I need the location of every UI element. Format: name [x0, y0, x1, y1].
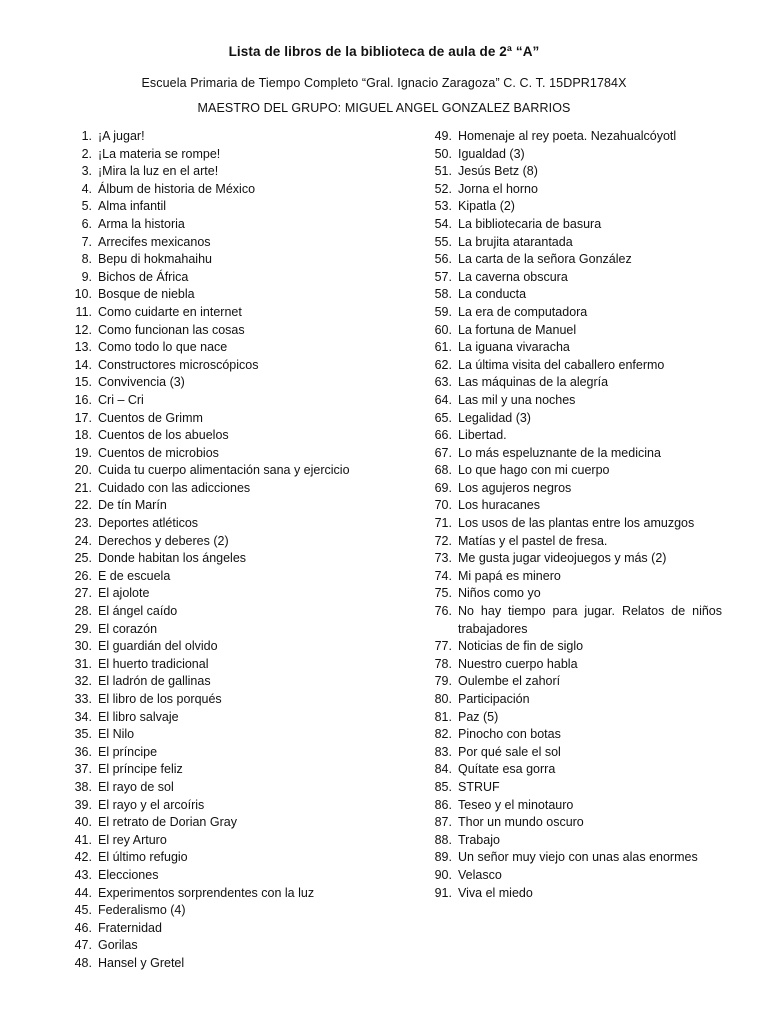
book-title: Donde habitan los ángeles	[98, 551, 247, 566]
book-list-item	[62, 146, 362, 164]
book-number: 49.	[434, 129, 452, 143]
book-list-item	[62, 920, 362, 938]
book-title: El guardián del olvido	[98, 639, 218, 654]
book-list-item	[62, 550, 362, 568]
book-title: Participación	[458, 692, 530, 706]
book-list-item	[422, 198, 722, 216]
book-list-item	[62, 374, 362, 392]
book-list-item	[422, 885, 722, 903]
book-list-item	[62, 480, 362, 498]
book-title: Cri – Cri	[98, 392, 144, 407]
book-number: 37.	[74, 762, 92, 777]
book-number: 6.	[81, 216, 92, 231]
book-number: 22.	[74, 498, 92, 513]
book-list-item	[62, 691, 362, 709]
book-title: El ladrón de gallinas	[98, 674, 211, 689]
book-number: 84.	[434, 762, 452, 777]
book-list-item	[62, 234, 362, 252]
book-title: El último refugio	[98, 850, 188, 865]
book-number: 47.	[74, 938, 92, 953]
book-list-item	[422, 251, 722, 269]
book-title: Cuentos de microbios	[98, 445, 219, 460]
book-number: 18.	[74, 428, 92, 443]
book-number: 63.	[434, 375, 452, 390]
book-list-item	[62, 216, 362, 234]
book-title: ¡Mira la luz en el arte!	[98, 164, 219, 179]
book-number: 40.	[74, 815, 92, 830]
book-number: 43.	[74, 867, 92, 882]
book-title: Los huracanes	[458, 498, 541, 513]
book-title: De tín Marín	[98, 498, 167, 513]
book-title: Las máquinas de la alegría	[458, 375, 609, 390]
book-number: 57.	[434, 269, 452, 284]
book-title: La era de computadora	[458, 304, 588, 319]
book-title: Por qué sale el sol	[458, 744, 561, 759]
book-title: La conducta	[458, 287, 527, 302]
book-title: Hansel y Gretel	[98, 955, 185, 970]
book-title: Las mil y una noches	[458, 392, 576, 407]
book-number: 30.	[74, 639, 92, 654]
book-number: 51.	[434, 164, 452, 179]
book-list-item	[62, 163, 362, 181]
book-list-item	[62, 902, 362, 920]
book-number: 21.	[74, 480, 92, 495]
book-list-item	[422, 568, 722, 586]
book-list-item	[62, 638, 362, 656]
book-number: 23.	[74, 516, 92, 531]
book-number: 7.	[81, 234, 92, 249]
book-number: 46.	[74, 920, 92, 935]
book-list-item	[62, 357, 362, 375]
book-title: La fortuna de Manuel	[458, 322, 577, 337]
book-list-item	[422, 744, 722, 762]
book-title: ¡La materia se rompe!	[98, 146, 221, 161]
book-list-item	[62, 462, 362, 480]
book-list-item	[422, 867, 722, 885]
book-list-item	[422, 480, 722, 498]
book-number: 66.	[434, 428, 452, 443]
book-title: Igualdad (3)	[458, 146, 525, 161]
book-number: 70.	[434, 498, 452, 513]
book-title: Trabajo	[458, 832, 500, 847]
book-number: 45.	[74, 903, 92, 918]
book-list-item	[62, 779, 362, 797]
book-list-item	[62, 849, 362, 867]
book-list-item	[422, 497, 722, 515]
book-number: 35.	[74, 727, 92, 742]
book-list-item	[62, 515, 362, 533]
book-list-item	[62, 832, 362, 850]
book-title: Niños como yo	[458, 586, 541, 601]
book-title: Fraternidad	[98, 920, 162, 935]
book-title: Los agujeros negros	[458, 480, 572, 495]
book-number: 72.	[434, 533, 452, 548]
book-number: 33.	[74, 692, 92, 706]
book-title: E de escuela	[98, 568, 171, 583]
book-number: 44.	[74, 885, 92, 900]
book-title: Oulembe el zahorí	[458, 674, 561, 689]
book-title: Elecciones	[98, 867, 159, 882]
book-number: 26.	[74, 568, 92, 583]
book-title: El príncipe	[98, 744, 158, 759]
book-list-item	[422, 357, 722, 375]
book-title: El Nilo	[98, 727, 135, 742]
book-number: 55.	[434, 234, 452, 249]
book-list-item	[422, 146, 722, 164]
book-title: Convivencia (3)	[98, 375, 185, 390]
book-list-item	[62, 339, 362, 357]
book-list-item	[62, 181, 362, 199]
book-list-item	[62, 392, 362, 410]
book-title: Quítate esa gorra	[458, 762, 556, 777]
book-list-item	[422, 392, 722, 410]
book-number: 34.	[74, 709, 92, 724]
book-list-item	[62, 304, 362, 322]
book-list-item	[62, 269, 362, 287]
book-number: 75.	[434, 586, 452, 601]
book-number: 73.	[434, 551, 452, 566]
book-list-item	[62, 286, 362, 304]
book-title: Arrecifes mexicanos	[98, 234, 211, 249]
book-title: Nuestro cuerpo habla	[458, 656, 578, 671]
book-title: El libro de los porqués	[98, 692, 222, 706]
book-title: Los usos de las plantas entre los amuzgos	[458, 516, 695, 531]
book-title: El rayo y el arcoíris	[98, 797, 205, 812]
book-title: Gorilas	[98, 938, 138, 953]
book-number: 19.	[74, 445, 92, 460]
book-title: STRUF	[458, 779, 500, 794]
book-list-item	[422, 269, 722, 287]
book-title: Derechos y deberes (2)	[98, 533, 229, 548]
book-list-item	[422, 673, 722, 691]
book-list-item	[422, 691, 722, 709]
book-list-item	[422, 779, 722, 797]
book-list-item	[422, 322, 722, 340]
book-list-item	[62, 198, 362, 216]
book-list-item	[422, 304, 722, 322]
book-title: Lo que hago con mi cuerpo	[458, 463, 610, 478]
book-list-left-column	[62, 128, 362, 973]
book-list-item	[422, 427, 722, 445]
book-title: La brujita atarantada	[458, 234, 573, 249]
book-number: 90.	[434, 867, 452, 882]
book-list-item	[422, 234, 722, 252]
book-number: 17.	[74, 410, 92, 425]
book-number: 87.	[434, 815, 452, 830]
book-title: Cuentos de los abuelos	[98, 428, 229, 443]
book-list-item	[422, 216, 722, 234]
book-title: El corazón	[98, 621, 158, 636]
book-number: 28.	[74, 604, 92, 619]
book-number: 69.	[434, 480, 452, 495]
book-list-item	[422, 374, 722, 392]
book-number: 39.	[74, 797, 92, 812]
book-number: 53.	[434, 199, 452, 214]
book-number: 36.	[74, 744, 92, 759]
book-title: La iguana vivaracha	[458, 340, 570, 355]
book-title: Jorna el horno	[458, 181, 538, 196]
book-number: 5.	[81, 199, 92, 214]
book-title: El libro salvaje	[98, 709, 179, 724]
book-number: 10.	[74, 287, 92, 302]
book-number: 91.	[434, 885, 452, 900]
book-title: Como cuidarte en internet	[98, 304, 242, 319]
book-list-item	[422, 585, 722, 603]
book-number: 48.	[74, 955, 92, 970]
book-number: 54.	[434, 216, 452, 231]
book-number: 52.	[434, 181, 452, 196]
book-title: La bibliotecaria de basura	[458, 216, 602, 231]
book-number: 50.	[434, 146, 452, 161]
book-title: La última visita del caballero enfermo	[458, 357, 665, 372]
book-number: 89.	[434, 850, 452, 865]
book-list-item	[422, 849, 722, 867]
book-number: 74.	[434, 568, 452, 583]
book-number: 16.	[74, 392, 92, 407]
book-list-item	[422, 163, 722, 181]
book-title: Cuentos de Grimm	[98, 410, 203, 425]
book-number: 80.	[434, 692, 452, 706]
book-title: Cuida tu cuerpo alimentación sana y ejercicio	[98, 463, 350, 478]
book-list-item	[422, 128, 722, 146]
book-list-item	[62, 410, 362, 428]
book-list-item	[422, 832, 722, 850]
book-title: Como todo lo que nace	[98, 340, 228, 355]
book-number: 59.	[434, 304, 452, 319]
book-list-item	[422, 339, 722, 357]
book-number: 13.	[74, 340, 92, 355]
book-number: 82.	[434, 727, 452, 742]
book-title: Pinocho con botas	[458, 727, 561, 742]
book-list-item	[62, 709, 362, 727]
book-title: El retrato de Dorian Gray	[98, 815, 237, 830]
book-list-item	[62, 797, 362, 815]
book-title: El ajolote	[98, 586, 150, 601]
book-number: 68.	[434, 463, 452, 478]
book-title: La caverna obscura	[458, 269, 568, 284]
book-title: El huerto tradicional	[98, 656, 209, 671]
book-list-item	[62, 585, 362, 603]
book-list-item	[62, 814, 362, 832]
book-title: Bichos de África	[98, 269, 189, 284]
book-list-item	[62, 445, 362, 463]
book-list-item	[422, 656, 722, 674]
book-title: Viva el miedo	[458, 885, 533, 900]
book-number: 76.	[434, 604, 452, 619]
book-list-item	[62, 761, 362, 779]
school-line: Escuela Primaria de Tiempo Completo “Gral. Ignacio Zaragoza” C. C. T. 15DPR1784X	[141, 76, 627, 90]
book-number: 71.	[434, 516, 452, 531]
book-title: Teseo y el minotauro	[458, 797, 574, 812]
book-list-item	[422, 462, 722, 480]
book-number: 24.	[74, 533, 92, 548]
book-number: 67.	[434, 445, 452, 460]
book-list-item	[62, 937, 362, 955]
book-title: ¡A jugar!	[98, 129, 145, 143]
book-title: Noticias de fin de siglo	[458, 639, 584, 654]
book-list-item	[62, 867, 362, 885]
book-list-item	[62, 427, 362, 445]
book-list-item	[62, 568, 362, 586]
book-number: 38.	[74, 779, 92, 794]
book-title: El príncipe feliz	[98, 762, 183, 777]
book-number: 4.	[81, 181, 92, 196]
book-number: 27.	[74, 586, 92, 601]
book-number: 1.	[81, 129, 92, 143]
book-number: 78.	[434, 656, 452, 671]
book-number: 65.	[434, 410, 452, 425]
book-title: Bepu di hokmahaihu	[98, 252, 212, 267]
book-title: El ángel caído	[98, 604, 178, 619]
book-title: Legalidad (3)	[458, 410, 531, 425]
book-number: 60.	[434, 322, 452, 337]
book-title: Como funcionan las cosas	[98, 322, 245, 337]
book-number: 12.	[74, 322, 92, 337]
book-number: 2.	[81, 146, 92, 161]
book-number: 56.	[434, 252, 452, 267]
book-list-item	[422, 410, 722, 428]
book-number: 31.	[74, 656, 92, 671]
book-title: Lo más espeluznante de la medicina	[458, 445, 661, 460]
book-title: Matías y el pastel de fresa.	[458, 533, 608, 548]
book-title: El rey Arturo	[98, 832, 167, 847]
book-list-item	[62, 885, 362, 903]
book-number: 9.	[81, 269, 92, 284]
book-list-item	[422, 726, 722, 744]
book-list-item	[62, 322, 362, 340]
book-list-item	[422, 515, 722, 533]
book-list-item	[62, 621, 362, 639]
book-number: 8.	[81, 252, 92, 267]
book-list-item	[62, 656, 362, 674]
book-list-item	[62, 128, 362, 146]
book-title: No hay tiempo para jugar. Relatos de niños trabajadores	[458, 604, 722, 636]
book-list-right-column	[422, 128, 722, 902]
book-title: Velasco	[458, 867, 502, 882]
book-title: Constructores microscópicos	[98, 357, 259, 372]
book-title: Deportes atléticos	[98, 516, 199, 531]
book-number: 11.	[75, 304, 92, 319]
book-list-item	[422, 286, 722, 304]
book-list-item	[62, 533, 362, 551]
book-number: 62.	[434, 357, 452, 372]
book-list-item	[62, 673, 362, 691]
book-title: Thor un mundo oscuro	[458, 815, 584, 830]
book-list-item	[62, 726, 362, 744]
book-list-item	[62, 251, 362, 269]
book-number: 83.	[434, 744, 452, 759]
book-list-item	[422, 181, 722, 199]
book-list-item	[422, 603, 722, 638]
book-title: Paz (5)	[458, 709, 499, 724]
book-number: 14.	[74, 357, 92, 372]
book-title: Un señor muy viejo con unas alas enormes	[458, 850, 698, 865]
book-list-item	[422, 550, 722, 568]
book-title: Arma la historia	[98, 216, 185, 231]
book-number: 64.	[434, 392, 452, 407]
book-title: Alma infantil	[98, 199, 167, 214]
book-number: 41.	[74, 832, 92, 847]
book-title: Homenaje al rey poeta. Nezahualcóyotl	[458, 129, 677, 143]
book-title: El rayo de sol	[98, 779, 174, 794]
book-title: Jesús Betz (8)	[458, 164, 538, 179]
book-number: 77.	[434, 639, 452, 654]
book-number: 3.	[81, 164, 92, 179]
book-number: 29.	[74, 621, 92, 636]
book-list-item	[62, 955, 362, 973]
book-list-item	[422, 533, 722, 551]
book-title: Kipatla (2)	[458, 199, 515, 214]
book-title: La carta de la señora González	[458, 252, 632, 267]
book-list-item	[62, 603, 362, 621]
book-list-item	[62, 744, 362, 762]
book-title: Mi papá es minero	[458, 568, 561, 583]
book-list-item	[422, 814, 722, 832]
book-number: 42.	[74, 850, 92, 865]
book-title: Bosque de niebla	[98, 287, 195, 302]
book-number: 61.	[434, 340, 452, 355]
book-number: 79.	[434, 674, 452, 689]
book-title: Libertad.	[458, 428, 507, 443]
book-number: 86.	[434, 797, 452, 812]
book-list-item	[422, 445, 722, 463]
book-number: 32.	[74, 674, 92, 689]
book-number: 15.	[74, 375, 92, 390]
book-title: Álbum de historia de México	[98, 181, 256, 196]
book-number: 25.	[74, 551, 92, 566]
book-number: 85.	[434, 779, 452, 794]
book-list-item	[62, 497, 362, 515]
book-list-item	[422, 761, 722, 779]
book-number: 58.	[434, 287, 452, 302]
book-list-item	[422, 709, 722, 727]
book-number: 88.	[434, 832, 452, 847]
book-title: Cuidado con las adicciones	[98, 480, 251, 495]
document-title: Lista de libros de la biblioteca de aula de 2ª “A”	[228, 44, 540, 59]
book-list-item	[422, 638, 722, 656]
book-title: Me gusta jugar videojuegos y más (2)	[458, 551, 667, 566]
book-title: Experimentos sorprendentes con la luz	[98, 885, 315, 900]
book-title: Federalismo (4)	[98, 903, 186, 918]
book-number: 81.	[434, 709, 452, 724]
teacher-line: MAESTRO DEL GRUPO: MIGUEL ANGEL GONZALEZ BARRIOS	[197, 101, 571, 115]
book-list-item	[422, 797, 722, 815]
book-number: 20.	[74, 463, 92, 478]
